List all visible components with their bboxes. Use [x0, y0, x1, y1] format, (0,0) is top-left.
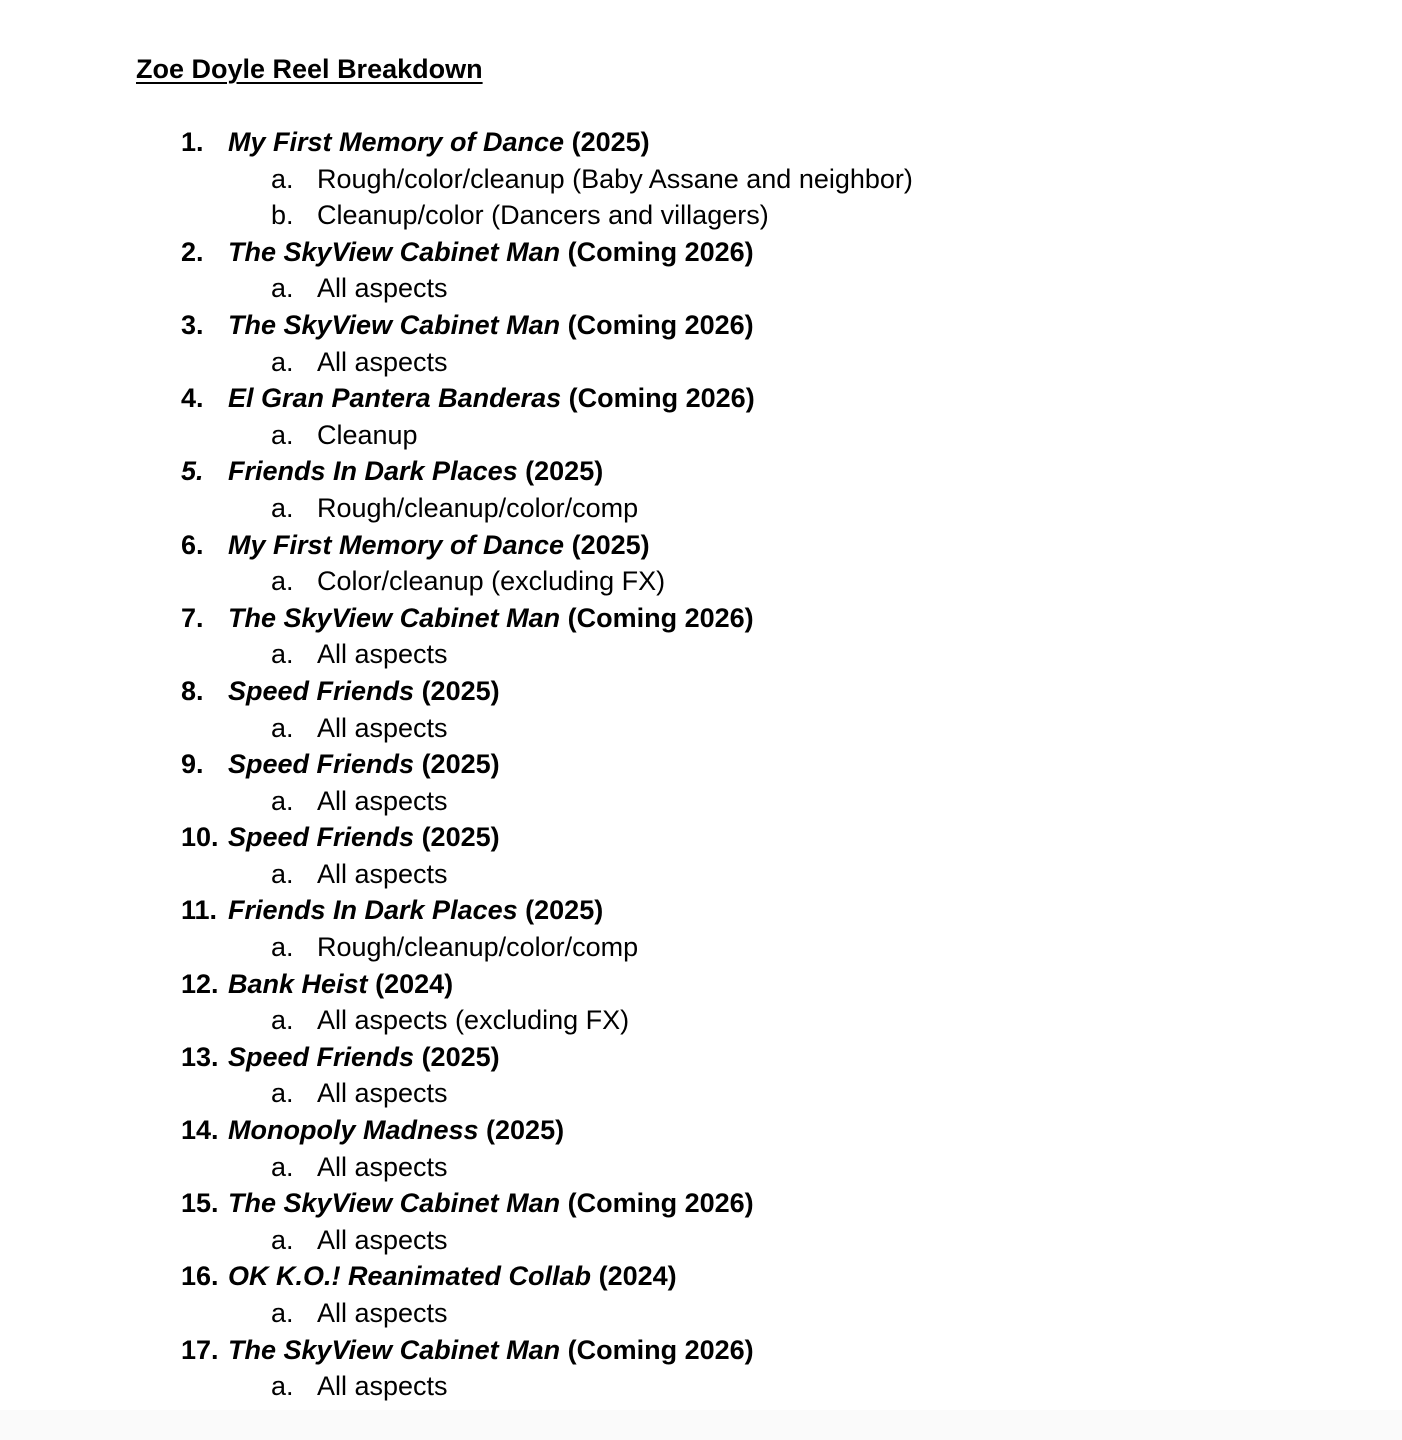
- entry-year: (2024): [375, 968, 454, 999]
- reel-entry: [0, 234, 1402, 271]
- entry-number: 4.: [181, 383, 204, 414]
- detail-letter: a.: [271, 273, 294, 304]
- entry-year: (Coming 2026): [567, 236, 754, 267]
- detail-text: All aspects: [317, 858, 448, 889]
- page-bottom-edge: [0, 1410, 1402, 1440]
- entry-title: Speed Friends: [228, 749, 415, 780]
- reel-entry-detail: [0, 1075, 1402, 1112]
- entry-year: (2025): [571, 529, 650, 560]
- reel-entry: [0, 892, 1402, 929]
- detail-text: Rough/color/cleanup (Baby Assane and neighbor): [317, 163, 913, 194]
- entry-year: (2025): [421, 1041, 500, 1072]
- reel-entry-detail: [0, 197, 1402, 234]
- entry-heading: [228, 453, 603, 490]
- entry-heading: [228, 600, 754, 637]
- detail-text: Rough/cleanup/color/comp: [317, 492, 639, 523]
- entry-year: (2025): [486, 1115, 565, 1146]
- entry-number: 17.: [181, 1334, 219, 1365]
- reel-entry-detail: [0, 161, 1402, 198]
- entry-title: Speed Friends: [228, 1041, 415, 1072]
- detail-text: All aspects: [317, 1224, 448, 1255]
- reel-entry: [0, 1185, 1402, 1222]
- entry-title: The SkyView Cabinet Man: [228, 309, 561, 340]
- entry-heading: [228, 1258, 677, 1295]
- detail-letter: a.: [271, 639, 294, 670]
- entry-title: El Gran Pantera Banderas: [228, 383, 562, 414]
- entry-title: Friends In Dark Places: [228, 456, 518, 487]
- document-title: Zoe Doyle Reel Breakdown: [136, 54, 483, 84]
- entry-number: 2.: [181, 236, 204, 267]
- reel-entry: [0, 527, 1402, 564]
- entry-heading: [228, 1112, 564, 1149]
- reel-entry: [0, 307, 1402, 344]
- reel-entry: [0, 380, 1402, 417]
- entry-heading: [228, 307, 754, 344]
- reel-entry-detail: [0, 783, 1402, 820]
- entry-year: (2025): [421, 675, 500, 706]
- entry-heading: [228, 673, 500, 710]
- entry-year: (2025): [571, 127, 650, 157]
- entry-number: 15.: [181, 1188, 219, 1219]
- reel-entry-detail: [0, 1149, 1402, 1186]
- entry-heading: [228, 1185, 754, 1222]
- detail-text: All aspects: [317, 639, 448, 670]
- entry-heading: [228, 819, 500, 856]
- detail-letter: a.: [271, 566, 294, 597]
- entry-year: (Coming 2026): [568, 383, 755, 414]
- entry-number: 10.: [181, 822, 219, 853]
- reel-entry: [0, 673, 1402, 710]
- detail-text: All aspects: [317, 346, 448, 377]
- detail-letter: a.: [271, 712, 294, 743]
- detail-text: All aspects: [317, 785, 448, 816]
- entry-number: 1.: [181, 127, 204, 157]
- detail-text: All aspects: [317, 1298, 448, 1328]
- entry-title: Speed Friends: [228, 822, 415, 853]
- entry-number: 14.: [181, 1115, 219, 1146]
- reel-entry-detail: [0, 1368, 1402, 1405]
- entry-year: (Coming 2026): [567, 602, 754, 633]
- detail-text: All aspects: [317, 1078, 448, 1109]
- reel-entry: [0, 1112, 1402, 1149]
- reel-entry-detail: [0, 1295, 1402, 1332]
- entry-year: (Coming 2026): [567, 1188, 754, 1219]
- reel-entry: [0, 819, 1402, 856]
- detail-letter: a.: [271, 785, 294, 816]
- detail-letter: a.: [271, 1298, 294, 1328]
- reel-entry-detail: [0, 1222, 1402, 1259]
- detail-letter: a.: [271, 1224, 294, 1255]
- reel-entry: [0, 1039, 1402, 1076]
- entry-heading: [228, 966, 453, 1003]
- reel-breakdown-list: [0, 124, 1402, 1405]
- reel-entry-detail: [0, 344, 1402, 381]
- entry-number: 5.: [181, 456, 204, 487]
- entry-number: 3.: [181, 309, 204, 340]
- reel-entry-detail: [0, 1002, 1402, 1039]
- detail-text: Color/cleanup (excluding FX): [317, 566, 666, 597]
- reel-entry-detail: [0, 636, 1402, 673]
- entry-heading: [228, 527, 650, 564]
- entry-title: Bank Heist: [228, 968, 368, 999]
- entry-title: The SkyView Cabinet Man: [228, 1334, 561, 1365]
- entry-title: My First Memory of Dance: [228, 127, 565, 157]
- reel-entry: [0, 966, 1402, 1003]
- entry-title: The SkyView Cabinet Man: [228, 236, 561, 267]
- reel-entry-detail: [0, 417, 1402, 454]
- entry-number: 12.: [181, 968, 219, 999]
- detail-text: All aspects (excluding FX): [317, 1005, 630, 1036]
- reel-entry-detail: [0, 563, 1402, 600]
- reel-entry: [0, 600, 1402, 637]
- entry-title: My First Memory of Dance: [228, 529, 565, 560]
- entry-title: OK K.O.! Reanimated Collab: [228, 1261, 592, 1292]
- detail-text: Cleanup: [317, 419, 418, 450]
- entry-number: 16.: [181, 1261, 219, 1292]
- detail-letter: a.: [271, 163, 294, 194]
- reel-entry: [0, 124, 1402, 161]
- detail-letter: a.: [271, 1371, 294, 1402]
- reel-entry: [0, 1332, 1402, 1369]
- entry-heading: [228, 380, 755, 417]
- entry-year: (Coming 2026): [567, 1334, 754, 1365]
- reel-entry-detail: [0, 929, 1402, 966]
- entry-number: 11.: [181, 895, 218, 926]
- detail-letter: a.: [271, 932, 294, 963]
- entry-heading: [228, 234, 754, 271]
- entry-title: Speed Friends: [228, 675, 415, 706]
- entry-title: The SkyView Cabinet Man: [228, 1188, 561, 1219]
- detail-text: All aspects: [317, 1151, 448, 1182]
- entry-heading: [228, 746, 500, 783]
- detail-letter: a.: [271, 419, 294, 450]
- detail-letter: a.: [271, 492, 294, 523]
- entry-year: (2025): [525, 895, 604, 926]
- entry-year: (2025): [421, 749, 500, 780]
- detail-text: Rough/cleanup/color/comp: [317, 932, 639, 963]
- entry-title: Friends In Dark Places: [228, 895, 518, 926]
- entry-number: 9.: [181, 749, 204, 780]
- entry-title: Monopoly Madness: [228, 1115, 479, 1146]
- reel-entry-detail: [0, 270, 1402, 307]
- entry-number: 8.: [181, 675, 204, 706]
- reel-entry-detail: [0, 710, 1402, 747]
- detail-text: All aspects: [317, 273, 448, 304]
- entry-title: The SkyView Cabinet Man: [228, 602, 561, 633]
- entry-heading: [228, 892, 603, 929]
- reel-entry-detail: [0, 856, 1402, 893]
- detail-letter: a.: [271, 1005, 294, 1036]
- entry-year: (2025): [525, 456, 604, 487]
- reel-entry: [0, 453, 1402, 490]
- reel-entry-detail: [0, 490, 1402, 527]
- detail-text: All aspects: [317, 712, 448, 743]
- entry-heading: [228, 1039, 500, 1076]
- entry-year: (Coming 2026): [567, 309, 754, 340]
- entry-heading: [228, 124, 650, 161]
- detail-letter: a.: [271, 346, 294, 377]
- reel-entry: [0, 1258, 1402, 1295]
- detail-letter: b.: [271, 200, 294, 231]
- detail-letter: a.: [271, 858, 294, 889]
- entry-number: 13.: [181, 1041, 219, 1072]
- detail-text: Cleanup/color (Dancers and villagers): [317, 200, 769, 231]
- detail-letter: a.: [271, 1151, 294, 1182]
- entry-year: (2025): [421, 822, 500, 853]
- entry-heading: [228, 1332, 754, 1369]
- reel-entry: [0, 746, 1402, 783]
- entry-number: 6.: [181, 529, 204, 560]
- detail-letter: a.: [271, 1078, 294, 1109]
- detail-text: All aspects: [317, 1371, 448, 1402]
- entry-number: 7.: [181, 602, 204, 633]
- entry-year: (2024): [598, 1261, 677, 1292]
